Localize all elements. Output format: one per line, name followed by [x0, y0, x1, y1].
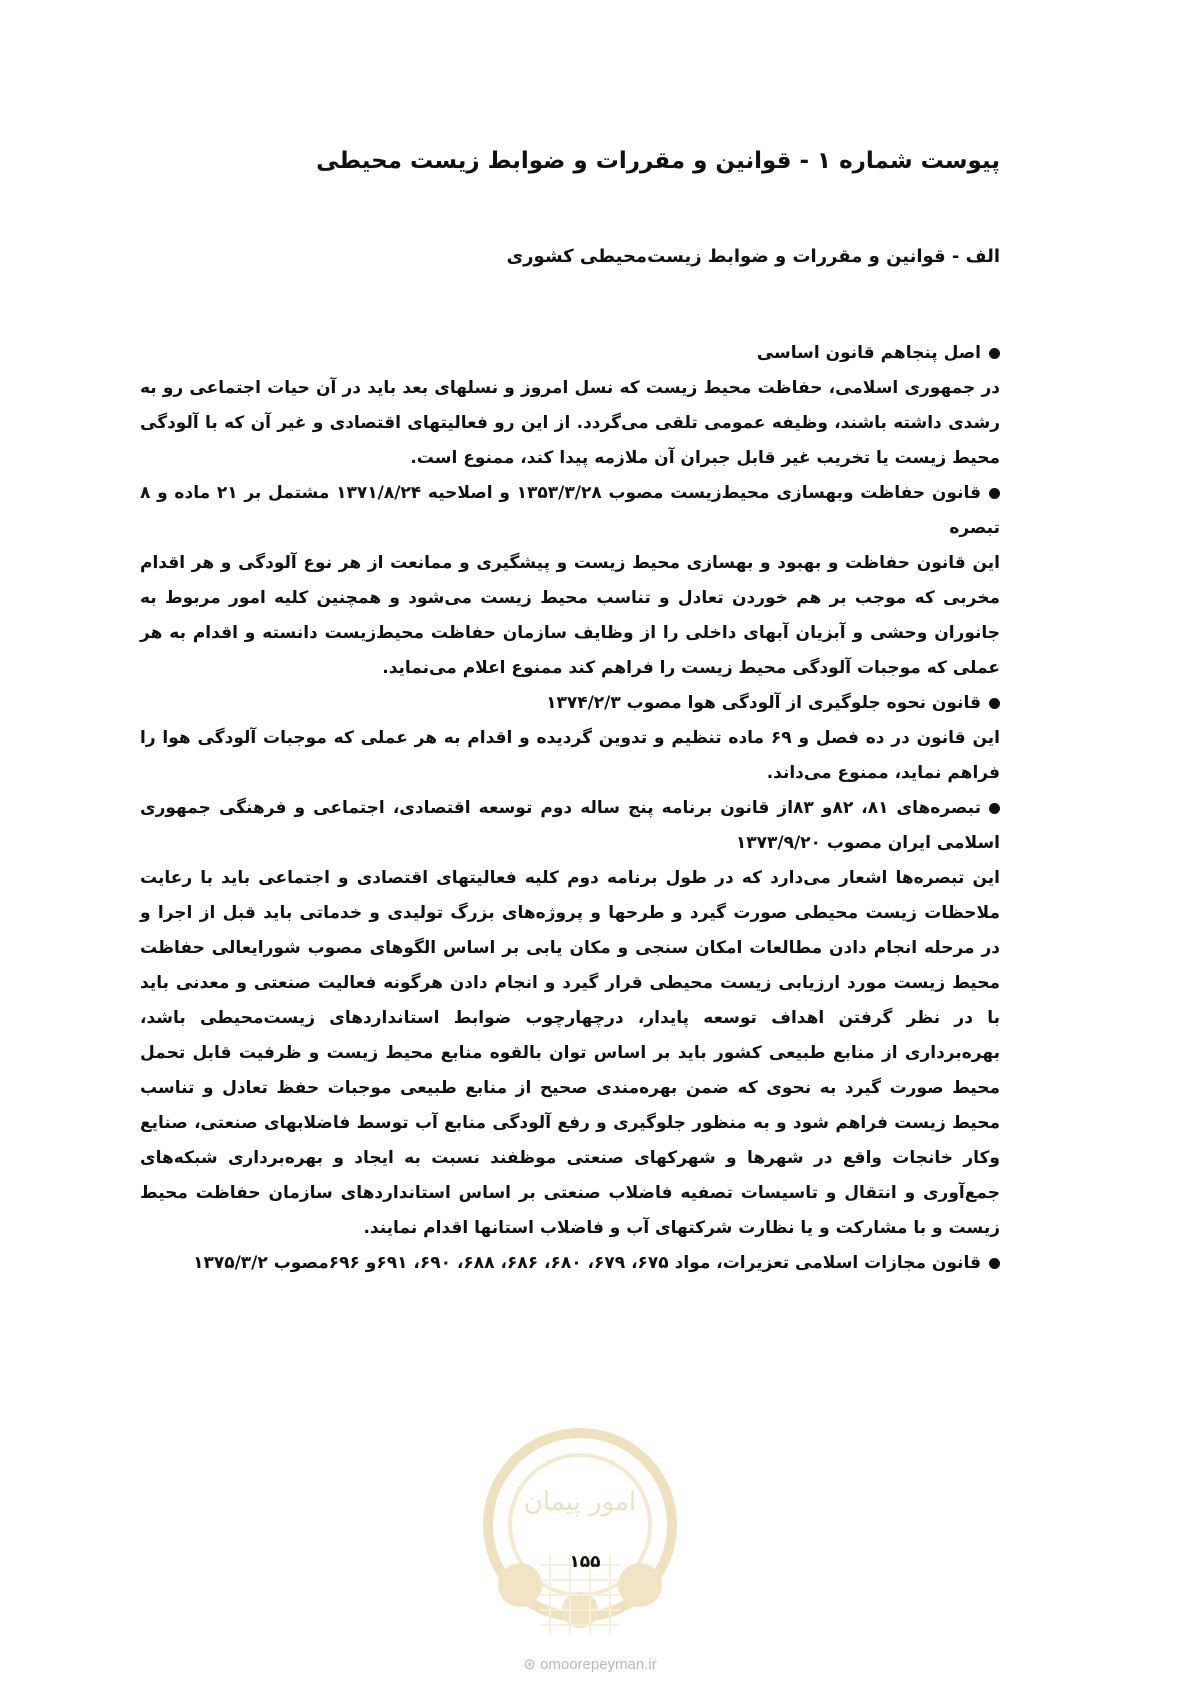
- watermark-seal-text: امور پیمان: [523, 1487, 637, 1517]
- section-paragraph: این تبصره‌ها اشعار می‌دارد که در طول برنامه دوم کلیه فعالیتهای اقتصادی و اجتماعی باید با رعایت ملاحظات زیست محیطی صورت گیرد و طرحها و پروژه‌های بزرگ تولیدی و خدماتی باید قبل از اجرا و در مرحله انجام دادن مطالعات امکان سنجی و مکان یابی بر اساس الگوهای مصوب شورایعالی حفاظت محیط زیست مورد ارزیابی زیست محیطی قرار گیرد و انجام دادن هرگونه فعالیت صنعتی و معدنی باید با در نظر گرفتن اهداف توسعه پایدار، درچهارچوب ضوابط استانداردهای زیست‌محیطی باشد، بهره‌برداری از منابع طبیعی کشور باید بر اساس توان بالقوه منابع محیط زیست و ظرفیت قابل تحمل محیط صورت گیرد به نحوی که ضمن بهره‌مندی صحیح از منابع طبیعی موجبات حفظ تعادل و تناسب محیط زیست فراهم شود و به منظور جلوگیری و رفع آلودگی منابع آب توسط فاضلابهای صنعتی، صنایع وکار خانجات واقع در شهرها و شهرکهای صنعتی موظفند نسبت به ایجاد و بهره‌برداری شبکه‌های جمع‌آوری و انتقال و تاسیسات تصفیه فاضلاب صنعتی بر اساس استانداردهای سازمان حفاظت محیط زیست و با مشارکت و یا نظارت شرکتهای آب و فاضلاب استانها اقدام نمایند.: [140, 868, 1000, 1238]
- bullet-icon: [989, 488, 1000, 499]
- section-heading: اصل پنجاهم قانون اساسی: [756, 343, 981, 363]
- body-text: [140, 336, 1000, 1281]
- section-heading: تبصره‌های ۸۱، ۸۲و ۸۳از قانون برنامه پنج ساله دوم توسعه اقتصادی، اجتماعی و فرهنگی جمهوری اسلامی ایران مصوب ۱۳۷۳/۹/۲۰: [140, 798, 1000, 853]
- section-paragraph: این قانون حفاظت و بهبود و بهسازی محیط زیست و پیشگیری و ممانعت از هر نوع آلودگی و هر اقدام مخربی که موجب بر هم خوردن تعادل و تناسب محیط زیست می‌شود و همچنین کلیه امور مربوط به جانوران وحشی و آبزیان آبهای داخلی را از وظایف سازمان حفاظت محیط‌زیست دانسته و اقدام به هر عملی که موجبات آلودگی محیط زیست را فراهم کند ممنوع اعلام می‌نماید.: [140, 553, 1000, 678]
- section-development-plan-notes: [140, 791, 1000, 1246]
- watermark-seal-logo: [480, 1415, 680, 1655]
- section-air-pollution-law: [140, 686, 1000, 791]
- section-heading: قانون مجازات اسلامی تعزیرات، مواد ۶۷۵، ۶۷۹، ۶۸۰، ۶۸۶، ۶۸۸، ۶۹۰، ۶۹۱و ۶۹۶مصوب ۱۳۷۵/۳/۲: [193, 1253, 981, 1273]
- bullet-icon: [989, 698, 1000, 709]
- watermark-logo-icon: ⊛: [523, 1656, 536, 1673]
- section-environment-protection-law: [140, 476, 1000, 686]
- bullet-icon: [989, 348, 1000, 359]
- section-paragraph: این قانون در ده فصل و ۶۹ ماده تنظیم و تدوین گردیده و اقدام به هر عملی که موجبات آلودگی هوا را فراهم نماید، ممنوع می‌داند.: [140, 728, 1000, 783]
- bullet-icon: [989, 1258, 1000, 1269]
- section-paragraph: در جمهوری اسلامی، حفاظت محیط زیست که نسل امروز و نسلهای بعد باید در آن حیات اجتماعی رو به رشدی داشته باشند، وظیفه عمومی تلقی می‌گردد. از این رو فعالیتهای اقتصادی و غیر آن که با آلودگی محیط زیست یا تخریب غیر قابل جبران آن ملازمه پیدا کند، ممنوع است.: [140, 378, 1000, 468]
- bullet-icon: [989, 803, 1000, 814]
- section-heading: قانون حفاظت وبهسازی محیط‌زیست مصوب ۱۳۵۳/۳/۲۸ و اصلاحیه ۱۳۷۱/۸/۲۴ مشتمل بر ۲۱ ماده و ۸ تبصره: [140, 483, 1000, 538]
- section-islamic-penal-code: [140, 1246, 1000, 1281]
- section-heading: قانون نحوه جلوگیری از آلودگی هوا مصوب ۱۳۷۴/۲/۳: [546, 693, 981, 713]
- page-title: پیوست شماره ۱ - قوانین و مقررات و ضوابط زیست محیطی: [316, 148, 1000, 174]
- section-constitution-article-50: [140, 336, 1000, 476]
- page-number: ۱۵۵: [569, 1552, 601, 1572]
- section-subtitle: الف - قوانین و مقررات و ضوابط زیست‌محیطی کشوری: [506, 246, 1000, 267]
- watermark-url: ⊛ omoorepeyman.ir: [523, 1656, 657, 1673]
